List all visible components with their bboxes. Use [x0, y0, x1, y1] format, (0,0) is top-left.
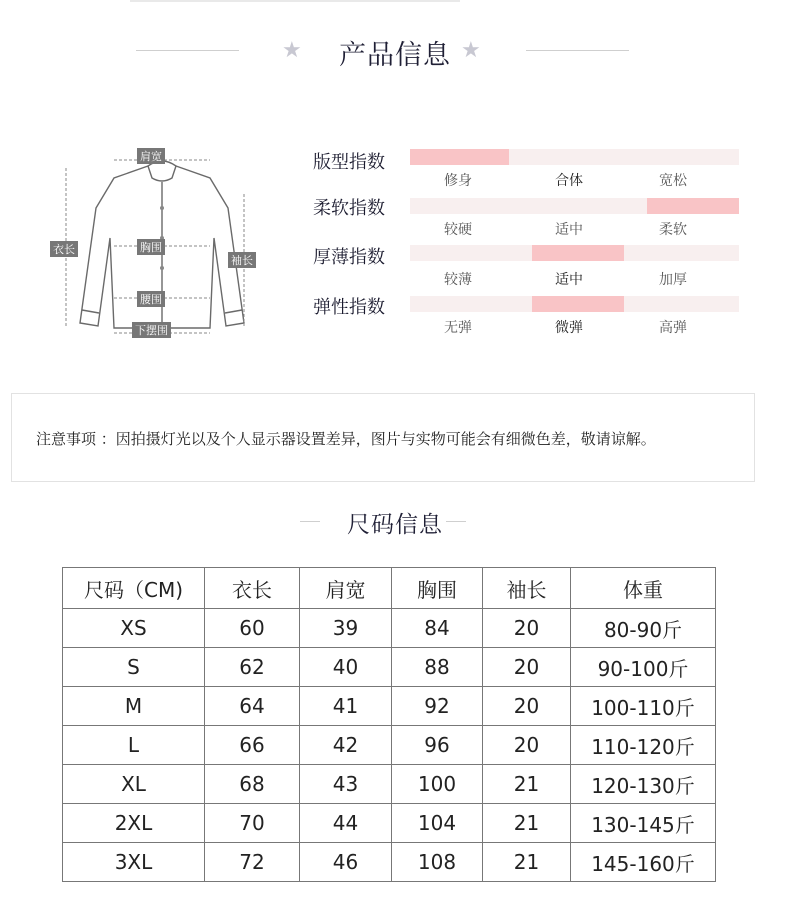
top-divider	[130, 0, 460, 2]
table-cell: 3XL	[63, 843, 205, 882]
index-option: 适中	[555, 222, 583, 238]
table-cell: S	[63, 648, 205, 687]
table-cell: XS	[63, 609, 205, 648]
table-cell: 100	[392, 765, 483, 804]
label-chest: 胸围	[137, 239, 165, 255]
index-track	[410, 149, 739, 165]
table-row	[63, 687, 716, 726]
table-cell: M	[63, 687, 205, 726]
table-cell: 110-120斤	[571, 726, 716, 765]
table-cell: 70	[205, 804, 300, 843]
table-cell: 20	[483, 609, 571, 648]
index-track	[410, 198, 739, 214]
table-cell: 39	[300, 609, 392, 648]
index-label: 版型指数	[313, 152, 385, 173]
table-cell: 20	[483, 648, 571, 687]
table-row	[63, 609, 716, 648]
index-option: 较薄	[444, 272, 472, 288]
index-option-selected: 合体	[555, 173, 583, 189]
label-body-length: 衣长	[50, 241, 78, 257]
table-cell: 145-160斤	[571, 843, 716, 882]
table-row	[63, 765, 716, 804]
shirt-measure-diagram	[44, 138, 280, 348]
label-waist: 腰围	[137, 291, 165, 307]
table-cell: 46	[300, 843, 392, 882]
table-cell: 60	[205, 609, 300, 648]
title-rule-right	[526, 50, 629, 51]
title-rule-right	[446, 521, 466, 522]
index-option: 加厚	[659, 272, 687, 288]
table-cell: 88	[392, 648, 483, 687]
index-fill	[532, 296, 624, 312]
index-option: 无弹	[444, 320, 472, 336]
star-icon: ★	[282, 38, 302, 63]
page-title: 产品信息	[339, 40, 451, 71]
table-cell: 108	[392, 843, 483, 882]
index-option: 柔软	[659, 222, 687, 238]
section-title: 尺码信息	[347, 512, 443, 538]
index-option: 较硬	[444, 222, 472, 238]
table-cell: 130-145斤	[571, 804, 716, 843]
table-cell: 41	[300, 687, 392, 726]
notice-text: 注意事项 ：因拍摄灯光以及个人显示器设置差异，图片与实物可能会有细微色差，敬请谅解。	[36, 430, 656, 448]
table-cell: 92	[392, 687, 483, 726]
label-shoulder: 肩宽	[137, 148, 165, 164]
size-table	[62, 567, 716, 882]
table-cell: L	[63, 726, 205, 765]
table-cell: 120-130斤	[571, 765, 716, 804]
table-cell: 40	[300, 648, 392, 687]
table-cell: 84	[392, 609, 483, 648]
table-cell: 64	[205, 687, 300, 726]
index-option-selected: 适中	[555, 272, 583, 288]
table-header-cell: 衣长	[205, 568, 300, 609]
index-track	[410, 245, 739, 261]
table-cell: 90-100斤	[571, 648, 716, 687]
index-track	[410, 296, 739, 312]
table-row	[63, 648, 716, 687]
star-icon: ★	[461, 38, 481, 63]
table-cell: 66	[205, 726, 300, 765]
index-label: 弹性指数	[313, 297, 385, 318]
table-cell: 80-90斤	[571, 609, 716, 648]
index-label: 柔软指数	[313, 198, 385, 219]
table-row	[63, 804, 716, 843]
table-cell: 68	[205, 765, 300, 804]
index-option: 宽松	[659, 173, 687, 189]
table-row	[63, 843, 716, 882]
table-cell: 43	[300, 765, 392, 804]
index-fill	[532, 245, 624, 261]
index-option: 高弹	[659, 320, 687, 336]
table-cell: 42	[300, 726, 392, 765]
table-cell: 21	[483, 843, 571, 882]
table-cell: 2XL	[63, 804, 205, 843]
table-cell: 21	[483, 765, 571, 804]
table-header-cell: 体重	[571, 568, 716, 609]
table-header-cell: 尺码（CM)	[63, 568, 205, 609]
index-fill	[410, 149, 509, 165]
table-header-cell: 胸围	[392, 568, 483, 609]
table-cell: 72	[205, 843, 300, 882]
table-header-cell: 袖长	[483, 568, 571, 609]
table-cell: 20	[483, 726, 571, 765]
table-cell: 100-110斤	[571, 687, 716, 726]
table-cell: 96	[392, 726, 483, 765]
table-row	[63, 726, 716, 765]
index-option-selected: 微弹	[555, 320, 583, 336]
table-header-row	[63, 568, 716, 609]
label-sleeve: 袖长	[228, 252, 256, 268]
index-label: 厚薄指数	[313, 247, 385, 268]
table-cell: 44	[300, 804, 392, 843]
table-header-cell: 肩宽	[300, 568, 392, 609]
label-hem: 下摆围	[132, 322, 171, 338]
notice-box	[11, 393, 755, 482]
table-cell: 104	[392, 804, 483, 843]
index-fill	[647, 198, 739, 214]
table-cell: 20	[483, 687, 571, 726]
table-cell: 62	[205, 648, 300, 687]
table-cell: XL	[63, 765, 205, 804]
index-option: 修身	[444, 173, 472, 189]
table-cell: 21	[483, 804, 571, 843]
